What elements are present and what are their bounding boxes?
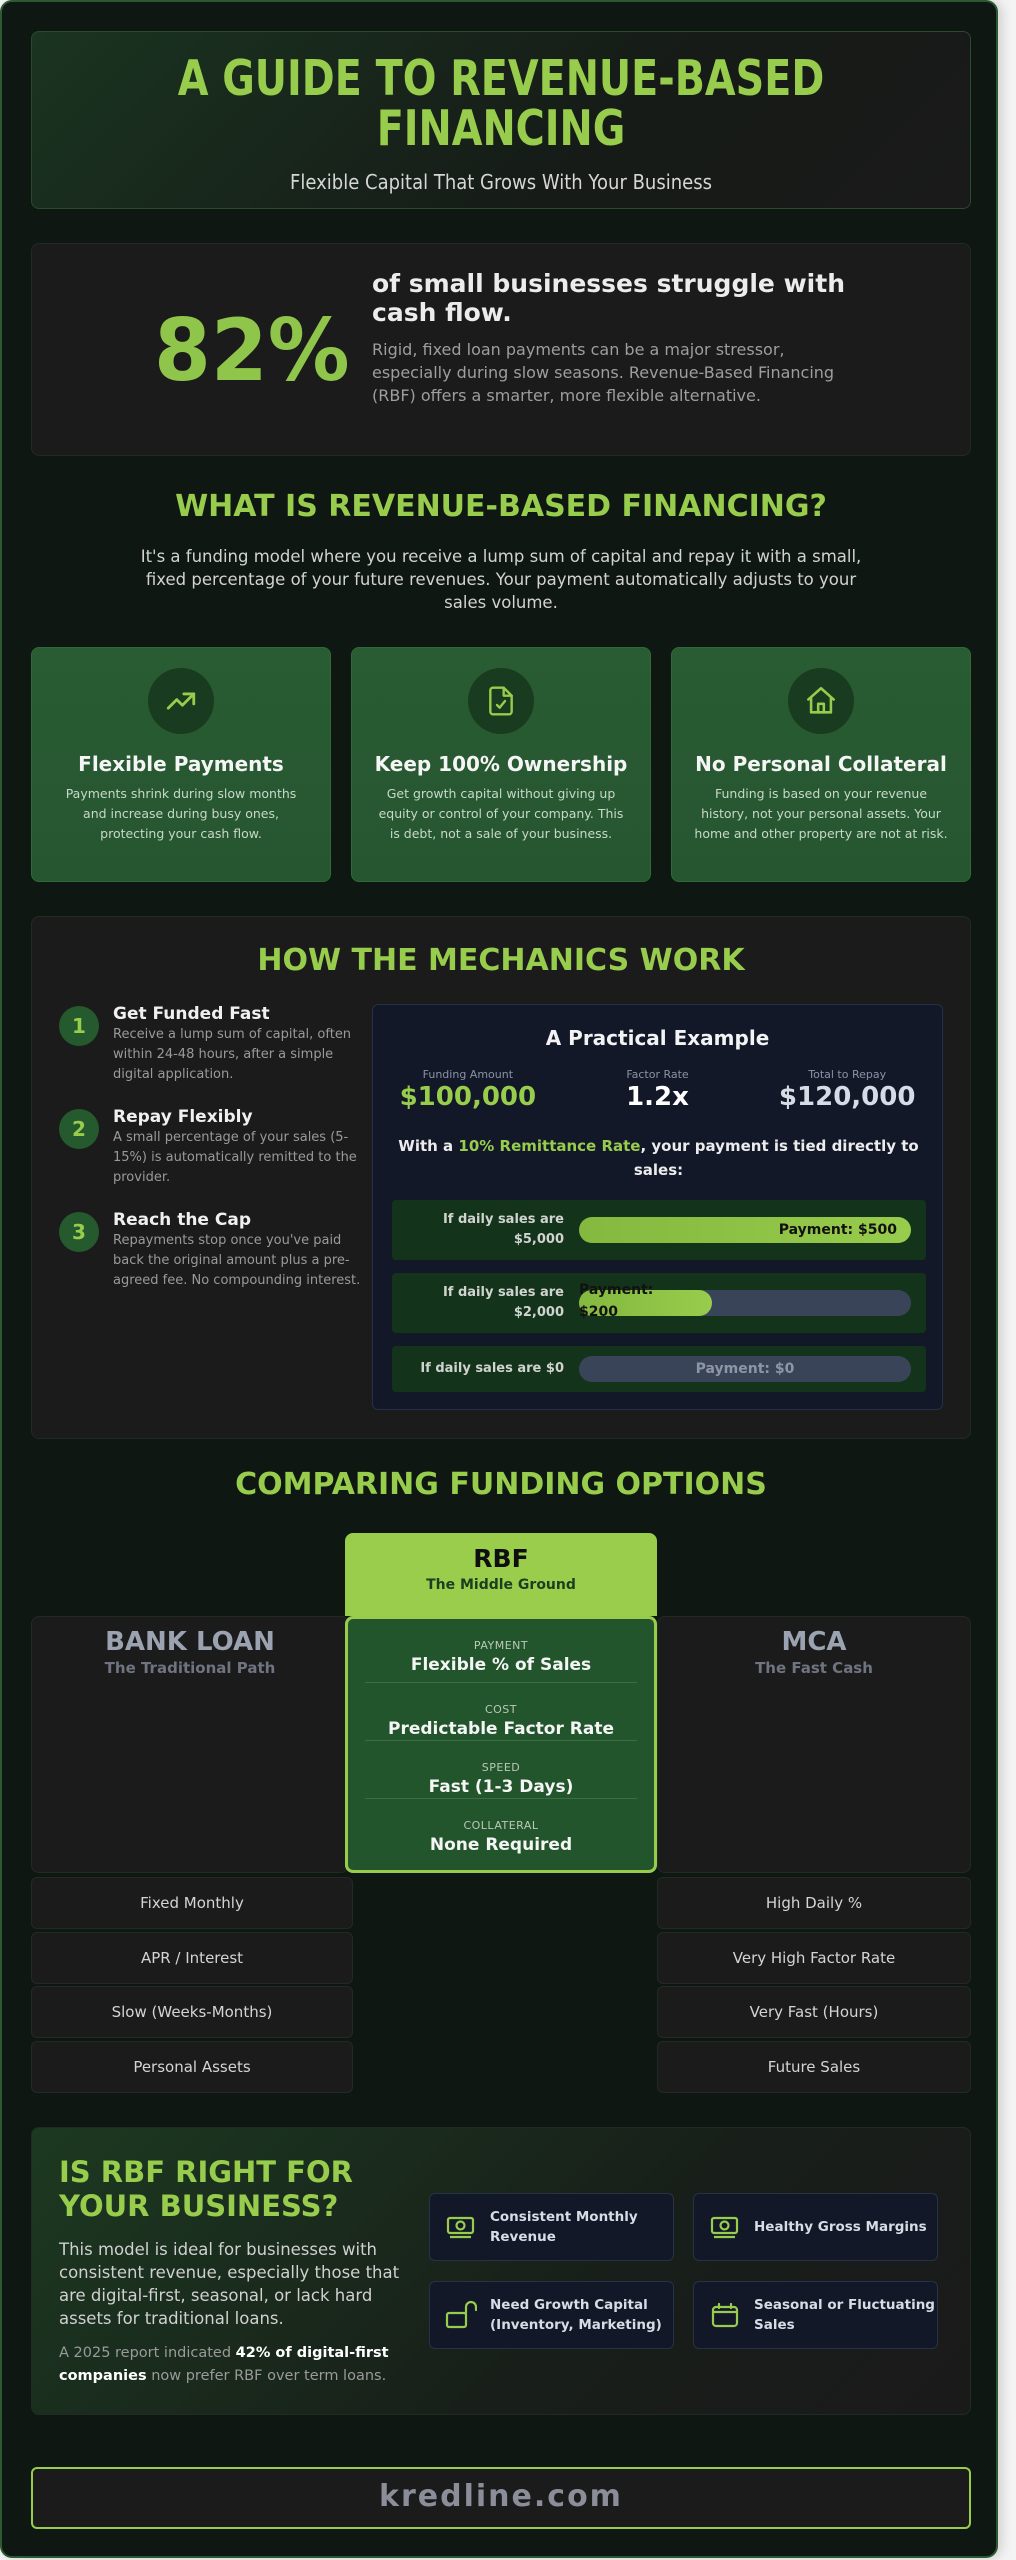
what-description: It's a funding model where you receive a lump sum of capital and repay it with a small, fixed percentage of your future revenues. Your payment automatically adjusts to your sales volume. [140, 547, 862, 612]
bar-payment: Payment: $200 [579, 1282, 654, 1320]
mca-row: Very Fast (Hours) [657, 1986, 971, 2038]
section-title-what: WHAT IS REVENUE-BASED FINANCING? [175, 489, 827, 524]
feature-card-collateral [671, 647, 971, 882]
criteria-label: Consistent Monthly Revenue [490, 2209, 638, 2245]
mechanics-section [31, 916, 971, 1439]
report-suffix: now prefer RBF over term loans. [146, 2368, 387, 2384]
feature-card-ownership [351, 647, 651, 882]
rbf-row-value: Flexible % of Sales [410, 1655, 592, 1675]
practical-example-card [372, 1004, 943, 1410]
document-check-icon [468, 668, 534, 734]
bar-label: If daily sales are $2,000 [442, 1285, 564, 1320]
stat-value: 1.2x [626, 1082, 689, 1112]
bar-track [579, 1356, 911, 1382]
mca-card [657, 1616, 971, 1873]
rbf-row-value: None Required [429, 1835, 573, 1855]
rbf-row-key: COLLATERAL [463, 1819, 539, 1832]
bar-track [579, 1282, 911, 1320]
rbf-row-key: SPEED [481, 1761, 521, 1774]
criteria-seasonal-sales [693, 2281, 938, 2349]
mca-row: Future Sales [657, 2041, 971, 2093]
section-title-comparison: COMPARING FUNDING OPTIONS [235, 1467, 767, 1502]
note-prefix: With a [398, 1137, 459, 1155]
rbf-row-speed [365, 1741, 637, 1799]
fit-section [31, 2127, 971, 2415]
rbf-row-key: PAYMENT [473, 1639, 529, 1652]
mca-row: High Daily % [657, 1877, 971, 1929]
remittance-note [393, 1134, 924, 1182]
bank-loan-row: APR / Interest [31, 1932, 353, 1984]
page-title: A GUIDE TO REVENUE-BASED FINANCING [177, 50, 825, 157]
section-title-mechanics: HOW THE MECHANICS WORK [257, 943, 745, 978]
rbf-title: RBF [473, 1544, 529, 1573]
bank-loan-card [31, 1616, 349, 1873]
home-icon [788, 668, 854, 734]
criteria-gross-margins [693, 2193, 938, 2261]
note-highlight: 10% Remittance Rate [458, 1137, 641, 1155]
feature-text: Get growth capital without giving up equity or control of your company. This is debt, not a sale of your business. [378, 786, 624, 841]
rbf-row-key: COST [484, 1703, 518, 1716]
step-item [59, 1004, 369, 1085]
bar-label: If daily sales are $0 [420, 1361, 564, 1376]
rbf-details-card [345, 1616, 657, 1873]
payment-bar-row [392, 1200, 926, 1260]
unlock-icon [445, 2299, 477, 2331]
bank-loan-row: Personal Assets [31, 2041, 353, 2093]
page-subtitle: Flexible Capital That Grows With Your Business [290, 170, 712, 194]
feature-title: Flexible Payments [78, 752, 284, 776]
trending-up-icon [148, 668, 214, 734]
report-highlight: 42% of digital-first companies [59, 2345, 389, 2384]
example-title: A Practical Example [545, 1026, 770, 1050]
rbf-row-payment [365, 1619, 637, 1683]
rbf-row-value: Predictable Factor Rate [388, 1719, 614, 1739]
report-prefix: A 2025 report indicated [59, 2345, 236, 2361]
stat-headline: of small businesses struggle with cash flow. [372, 269, 845, 327]
criteria-consistent-revenue [429, 2193, 674, 2261]
bank-loan-title: BANK LOAN [105, 1627, 275, 1657]
stat-value: $100,000 [399, 1082, 537, 1112]
bar-track [579, 1217, 911, 1243]
example-stat-funding [373, 1068, 563, 1112]
bar-payment: Payment: $0 [695, 1361, 795, 1377]
bank-loan-row: Fixed Monthly [31, 1877, 353, 1929]
hero-header [31, 31, 971, 209]
bank-loan-subtitle: The Traditional Path [104, 1659, 276, 1677]
step-item [59, 1210, 369, 1291]
criteria-label: Need Growth Capital (Inventory, Marketing) [490, 2297, 662, 2333]
feature-text: Payments shrink during slow months and increase during busy ones, protecting your cash flow. [65, 786, 297, 841]
stat-description: Rigid, fixed loan payments can be a major stressor, especially during slow seasons. Revenue-Based Financing (RBF) offers a smarter, more flexible alternative. [372, 340, 835, 405]
step-text: Repayments stop once you've paid back the original amount plus a pre-agreed fee. No compounding interest. [113, 1233, 361, 1288]
stat-label: Total to Repay [808, 1068, 887, 1081]
footer-brand[interactable]: kredline.com [31, 2467, 971, 2529]
step-title: Repay Flexibly [113, 1107, 253, 1127]
criteria-label: Healthy Gross Margins [754, 2219, 927, 2235]
bar-label: If daily sales are $5,000 [442, 1212, 564, 1247]
bank-loan-row: Slow (Weeks-Months) [31, 1986, 353, 2038]
mca-title: MCA [781, 1627, 847, 1657]
rbf-row-collateral [365, 1799, 637, 1857]
criteria-label: Seasonal or Fluctuating Sales [754, 2297, 935, 2333]
stat-card [31, 243, 971, 456]
payment-bar-row [392, 1273, 926, 1333]
money-icon [445, 2211, 477, 2243]
fit-report [59, 2342, 429, 2388]
stat-label: Funding Amount [422, 1068, 514, 1081]
step-item [59, 1107, 369, 1188]
fit-description: This model is ideal for businesses with consistent revenue, especially those that are digital-first, seasonal, or lack hard assets for traditional loans. [59, 2240, 400, 2328]
mca-row: Very High Factor Rate [657, 1932, 971, 1984]
stat-value: $120,000 [778, 1082, 916, 1112]
money-icon [709, 2211, 741, 2243]
criteria-growth-capital [429, 2281, 674, 2349]
step-title: Reach the Cap [113, 1210, 251, 1230]
step-text: A small percentage of your sales (5-15%) is automatically remitted to the provider. [113, 1130, 357, 1185]
feature-card-flexible-payments [31, 647, 331, 882]
rbf-header [345, 1533, 657, 1616]
rbf-subtitle: The Middle Ground [426, 1577, 576, 1593]
feature-text: Funding is based on your revenue history, not your personal assets. Your home and other property are not at risk. [694, 786, 948, 841]
stat-label: Factor Rate [626, 1068, 689, 1081]
rbf-row-value: Fast (1-3 Days) [428, 1777, 574, 1797]
note-suffix: , your payment is tied directly to sales: [633, 1137, 919, 1179]
section-title-fit: IS RBF RIGHT FOR YOUR BUSINESS? [59, 2155, 353, 2223]
example-stat-factor [563, 1068, 753, 1112]
step-number: 2 [59, 1109, 99, 1149]
payment-bar-row [392, 1346, 926, 1392]
step-number: 1 [59, 1006, 99, 1046]
bar-payment: Payment: $500 [778, 1222, 897, 1238]
step-number: 3 [59, 1212, 99, 1252]
example-stat-total [752, 1068, 942, 1112]
mca-subtitle: The Fast Cash [755, 1659, 873, 1677]
feature-cards [31, 647, 971, 882]
step-title: Get Funded Fast [113, 1004, 270, 1024]
step-text: Receive a lump sum of capital, often within 24-48 hours, after a simple digital application. [113, 1027, 352, 1082]
rbf-row-cost [365, 1683, 637, 1741]
example-stats [373, 1068, 942, 1112]
stat-value: 82% [154, 301, 350, 401]
feature-title: No Personal Collateral [695, 752, 947, 776]
feature-title: Keep 100% Ownership [374, 752, 628, 776]
calendar-icon [709, 2299, 741, 2331]
